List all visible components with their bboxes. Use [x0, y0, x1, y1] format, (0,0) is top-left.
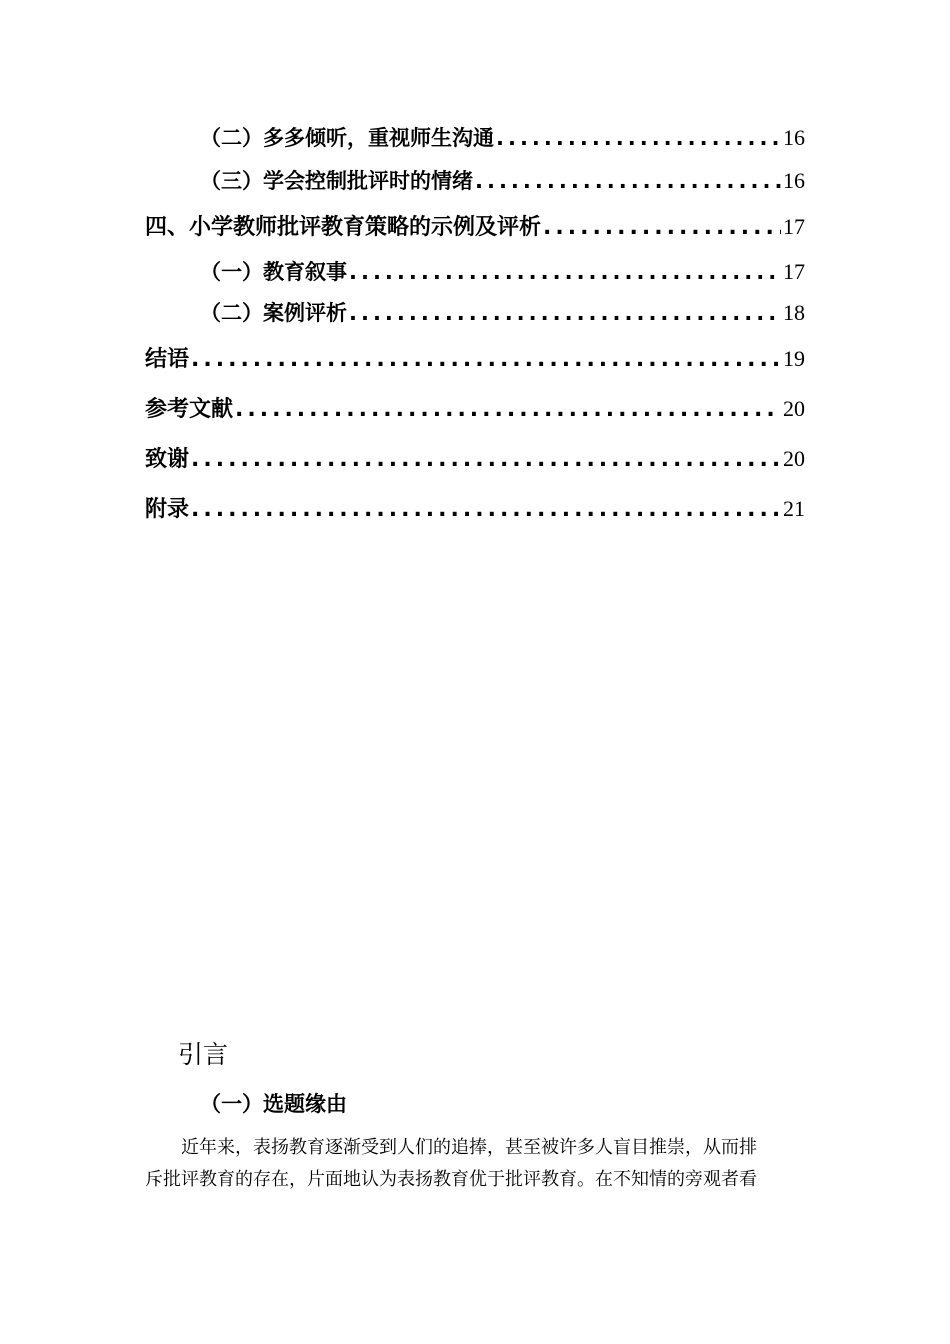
toc-dot-leader	[475, 169, 781, 193]
toc-dot-leader	[191, 447, 781, 472]
toc-entry-label: （二）案例评析	[200, 301, 347, 325]
toc-dot-leader	[543, 215, 781, 240]
toc-page-number: 16	[783, 168, 805, 193]
toc-dot-leader	[349, 301, 781, 325]
toc-entry-label: 参考文献	[145, 397, 234, 422]
toc-entry-label: 附录	[145, 497, 190, 522]
toc-dot-leader	[235, 397, 781, 422]
toc-page-number: 18	[783, 300, 805, 325]
toc-page-number: 17	[783, 214, 805, 239]
toc-dot-leader	[496, 126, 781, 150]
toc-entry[interactable]	[200, 256, 805, 286]
toc-entry-label: （二）多多倾听，重视师生沟通	[200, 126, 494, 150]
toc-entry[interactable]	[145, 210, 805, 241]
toc-entry-label: （一）教育叙事	[200, 260, 347, 284]
toc-entry[interactable]	[145, 442, 805, 473]
toc-dot-leader	[349, 260, 781, 284]
toc-entry-label: （三）学会控制批评时的情绪	[200, 169, 473, 193]
section-heading: （一）选题缘由	[200, 1092, 347, 1116]
toc-entry[interactable]	[145, 342, 805, 373]
toc-entry-label: 致谢	[145, 447, 190, 472]
toc-dot-leader	[191, 347, 781, 372]
toc-page-number: 20	[783, 396, 805, 421]
toc-page-number: 20	[783, 446, 805, 471]
toc-entry-label: 四、小学教师批评教育策略的示例及评析	[145, 215, 542, 240]
toc-dot-leader	[191, 497, 781, 522]
body-paragraph-line: 近年来，表扬教育逐渐受到人们的追捧，甚至被许多人盲目推崇，从而排	[181, 1137, 757, 1158]
intro-heading: 引言	[178, 1040, 229, 1069]
toc-page-number: 19	[783, 346, 805, 371]
toc-entry[interactable]	[145, 492, 805, 523]
toc-entry[interactable]	[200, 122, 805, 152]
toc-page-number: 21	[783, 496, 805, 521]
toc-page-number: 17	[783, 259, 805, 284]
toc-entry[interactable]	[200, 297, 805, 327]
toc-entry[interactable]	[200, 165, 805, 195]
toc-entry[interactable]	[145, 392, 805, 423]
body-paragraph-line: 斥批评教育的存在，片面地认为表扬教育优于批评教育。在不知情的旁观者看	[145, 1169, 757, 1190]
toc-page-number: 16	[783, 125, 805, 150]
toc-entry-label: 结语	[145, 347, 190, 372]
